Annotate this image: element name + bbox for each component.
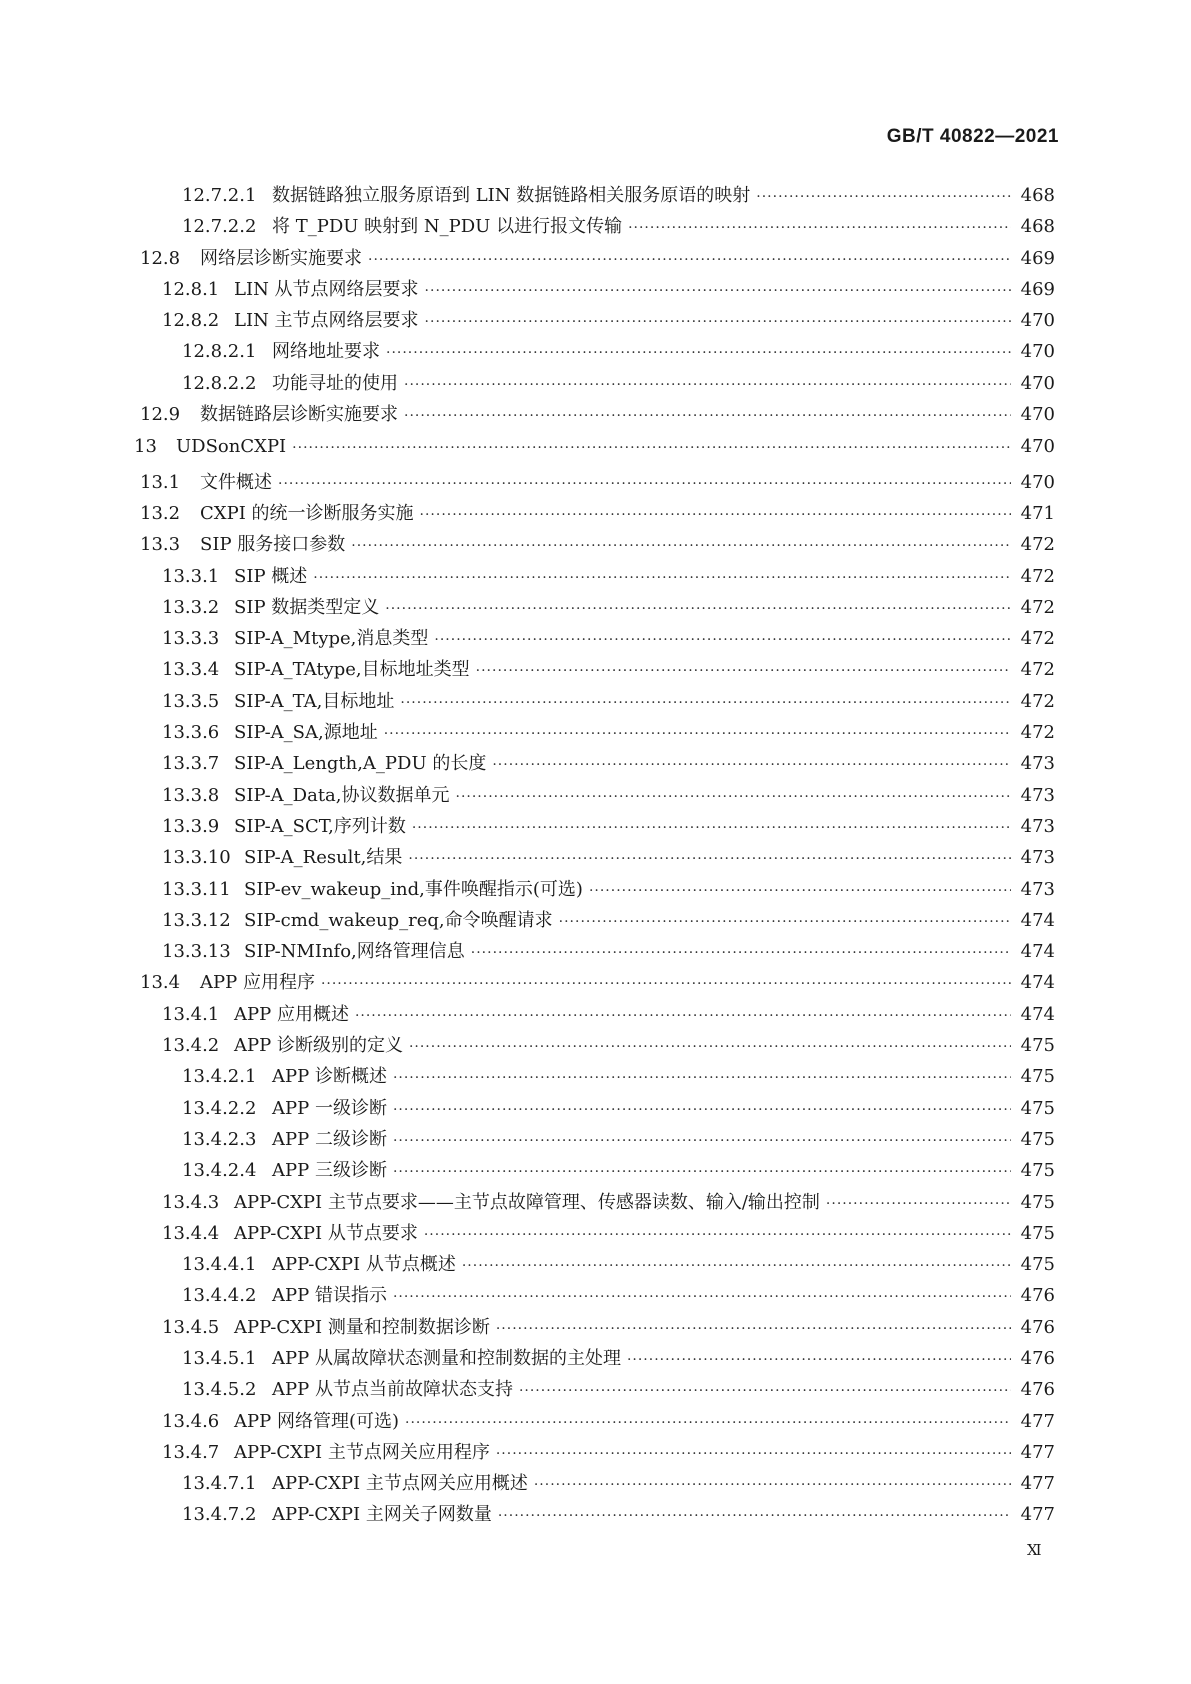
- toc-entry-number: 13.1: [140, 471, 181, 493]
- toc-entry-number: 13.4.7: [162, 1441, 220, 1463]
- table-of-contents: [134, 181, 1055, 1532]
- toc-entry-number: 13.4.7.1: [182, 1473, 257, 1495]
- toc-entry-number: 13.3.2: [162, 596, 220, 618]
- toc-entry-number: 13.4.2.3: [182, 1128, 257, 1150]
- toc-leader-dots: [408, 851, 1011, 867]
- toc-entry-page: 473: [1020, 878, 1055, 900]
- toc-entry-page: 470: [1020, 404, 1055, 426]
- toc-entry-page: 475: [1020, 1191, 1055, 1213]
- toc-entry-title: SIP 数据类型定义: [234, 596, 380, 618]
- toc-entry-page: 473: [1020, 753, 1055, 775]
- toc-entry-number: 13.4.4.2: [182, 1285, 257, 1307]
- toc-entry-number: 13.3.10: [162, 847, 231, 869]
- toc-entry-page: 470: [1020, 310, 1055, 332]
- toc-entry-number: 13.4.5.2: [182, 1379, 257, 1401]
- toc-entry-page: 471: [1020, 502, 1055, 524]
- toc-entry[interactable]: [140, 655, 1055, 686]
- toc-entry-number: 13.3.9: [162, 815, 220, 837]
- toc-entry[interactable]: [140, 781, 1055, 812]
- toc-entry-number: 13.3.11: [162, 878, 231, 900]
- toc-entry-number: 13.3.3: [162, 628, 220, 650]
- toc-entry-number: 13.4.4.1: [182, 1254, 257, 1276]
- toc-entry[interactable]: [140, 181, 1055, 212]
- toc-leader-dots: [559, 914, 1011, 930]
- toc-entry-title: APP 错误指示: [272, 1285, 387, 1307]
- toc-entry-number: 13.4.4: [162, 1222, 220, 1244]
- toc-entry-title: 文件概述: [200, 471, 272, 493]
- toc-entry-number: 13.4.2.4: [182, 1160, 257, 1182]
- toc-leader-dots: [471, 945, 1011, 961]
- toc-entry[interactable]: [140, 1188, 1055, 1219]
- toc-entry-title: APP-CXPI 主节点网关应用概述: [272, 1473, 528, 1495]
- toc-leader-dots: [425, 283, 1011, 299]
- toc-entry-number: 13.3.6: [162, 722, 220, 744]
- toc-entry-number: 13.4.2: [162, 1035, 220, 1057]
- toc-entry-page: 473: [1020, 815, 1055, 837]
- toc-leader-dots: [404, 377, 1011, 393]
- toc-entry-title: SIP 服务接口参数: [200, 534, 346, 556]
- toc-entry[interactable]: [140, 1000, 1055, 1031]
- toc-entry-page: 469: [1020, 278, 1055, 300]
- toc-entry[interactable]: [140, 1344, 1055, 1375]
- toc-entry[interactable]: [134, 436, 1055, 467]
- toc-entry-number: 13.4.2.1: [182, 1066, 257, 1088]
- toc-entry-title: APP 三级诊断: [272, 1160, 387, 1182]
- toc-entry[interactable]: [140, 968, 1055, 999]
- toc-leader-dots: [434, 632, 1011, 648]
- toc-entry-title: 网络地址要求: [272, 341, 380, 363]
- toc-entry-page: 476: [1020, 1285, 1055, 1307]
- toc-entry-page: 477: [1020, 1410, 1055, 1432]
- toc-entry-title: LIN 主节点网络层要求: [234, 310, 419, 332]
- toc-entry[interactable]: [140, 624, 1055, 655]
- toc-entry-page: 472: [1020, 659, 1055, 681]
- toc-entry-title: APP 从节点当前故障状态支持: [272, 1379, 513, 1401]
- toc-leader-dots: [496, 1446, 1011, 1462]
- toc-leader-dots: [404, 408, 1011, 424]
- toc-leader-dots: [476, 663, 1011, 679]
- toc-entry-title: APP-CXPI 主网关子网数量: [272, 1504, 492, 1526]
- toc-entry-number: 13: [134, 436, 157, 458]
- toc-leader-dots: [385, 601, 1011, 617]
- toc-entry-number: 13.3: [140, 534, 181, 556]
- toc-entry-title: APP-CXPI 从节点概述: [272, 1254, 456, 1276]
- toc-entry-page: 475: [1020, 1097, 1055, 1119]
- toc-entry-title: APP 诊断概述: [272, 1066, 387, 1088]
- toc-entry[interactable]: [140, 1281, 1055, 1312]
- toc-entry-number: 12.8.2.1: [182, 341, 257, 363]
- toc-leader-dots: [628, 220, 1011, 236]
- toc-leader-dots: [393, 1102, 1011, 1118]
- toc-entry[interactable]: [140, 562, 1055, 593]
- toc-entry-title: 数据链路独立服务原语到 LIN 数据链路相关服务原语的映射: [272, 185, 751, 206]
- toc-entry-page: 473: [1020, 784, 1055, 806]
- toc-entry[interactable]: [140, 244, 1055, 275]
- toc-entry[interactable]: [140, 337, 1055, 368]
- toc-entry[interactable]: [140, 1407, 1055, 1438]
- toc-entry[interactable]: [140, 1250, 1055, 1281]
- standard-number: GB/T 40822—2021: [886, 126, 1059, 147]
- toc-entry-title: LIN 从节点网络层要求: [234, 278, 419, 300]
- toc-entry-title: SIP-ev_wakeup_ind,事件唤醒指示(可选): [244, 878, 583, 900]
- toc-entry-title: SIP-A_Mtype,消息类型: [234, 628, 429, 650]
- toc-entry-number: 13.3.4: [162, 659, 220, 681]
- toc-entry-title: 数据链路层诊断实施要求: [200, 404, 398, 426]
- toc-entry[interactable]: [140, 212, 1055, 243]
- toc-entry-page: 472: [1020, 565, 1055, 587]
- toc-leader-dots: [393, 1164, 1011, 1180]
- toc-entry-page: 476: [1020, 1379, 1055, 1401]
- toc-leader-dots: [589, 883, 1011, 899]
- toc-entry[interactable]: [140, 812, 1055, 843]
- toc-entry[interactable]: [140, 1156, 1055, 1187]
- toc-leader-dots: [756, 189, 1011, 205]
- toc-entry[interactable]: [140, 1062, 1055, 1093]
- toc-entry-title: SIP-A_Length,A_PDU 的长度: [234, 753, 487, 775]
- toc-entry[interactable]: [140, 400, 1055, 431]
- toc-entry-title: APP 诊断级别的定义: [234, 1035, 403, 1057]
- toc-entry-title: APP 网络管理(可选): [234, 1410, 399, 1432]
- toc-entry[interactable]: [140, 687, 1055, 718]
- toc-entry[interactable]: [140, 369, 1055, 400]
- toc-leader-dots: [412, 820, 1011, 836]
- toc-entry-page: 474: [1020, 972, 1055, 994]
- toc-entry-page: 476: [1020, 1347, 1055, 1369]
- toc-entry-number: 13.4.5.1: [182, 1347, 257, 1369]
- toc-leader-dots: [420, 507, 1011, 523]
- toc-entry-page: 472: [1020, 534, 1055, 556]
- toc-entry-number: 13.4.5: [162, 1316, 220, 1338]
- toc-entry-title: SIP-NMInfo,网络管理信息: [244, 941, 465, 963]
- toc-leader-dots: [400, 695, 1011, 711]
- toc-entry-number: 12.8.2.2: [182, 372, 257, 394]
- toc-entry-page: 475: [1020, 1254, 1055, 1276]
- toc-leader-dots: [498, 1508, 1011, 1524]
- toc-entry[interactable]: [140, 1094, 1055, 1125]
- toc-leader-dots: [393, 1289, 1011, 1305]
- toc-entry-title: APP-CXPI 主节点要求——主节点故障管理、传感器读数、输入/输出控制: [234, 1191, 820, 1213]
- toc-entry[interactable]: [140, 468, 1055, 499]
- toc-entry[interactable]: [140, 937, 1055, 968]
- toc-entry-number: 13.4.6: [162, 1410, 220, 1432]
- toc-entry-title: SIP-A_SCT,序列计数: [234, 815, 406, 837]
- toc-entry-title: APP 二级诊断: [272, 1128, 387, 1150]
- toc-entry-page: 477: [1020, 1504, 1055, 1526]
- toc-leader-dots: [496, 1321, 1011, 1337]
- toc-entry-title: SIP-A_Data,协议数据单元: [234, 784, 450, 806]
- toc-entry-page: 470: [1020, 436, 1055, 458]
- toc-entry-page: 468: [1020, 216, 1055, 238]
- toc-entry-number: 12.9: [140, 404, 181, 426]
- toc-entry-page: 468: [1020, 185, 1055, 206]
- toc-leader-dots: [409, 1039, 1011, 1055]
- toc-entry[interactable]: [140, 875, 1055, 906]
- toc-leader-dots: [534, 1477, 1011, 1493]
- toc-entry-page: 474: [1020, 1003, 1055, 1025]
- toc-entry-title: SIP-A_TAtype,目标地址类型: [234, 659, 470, 681]
- toc-entry-title: SIP-A_SA,源地址: [234, 722, 378, 744]
- toc-entry[interactable]: [140, 1219, 1055, 1250]
- toc-entry-number: 12.8.2: [162, 310, 220, 332]
- toc-leader-dots: [313, 570, 1011, 586]
- toc-entry[interactable]: [140, 593, 1055, 624]
- toc-entry-page: 472: [1020, 596, 1055, 618]
- toc-entry-page: 472: [1020, 628, 1055, 650]
- toc-leader-dots: [425, 314, 1011, 330]
- toc-entry[interactable]: [140, 530, 1055, 561]
- toc-entry[interactable]: [140, 749, 1055, 780]
- toc-entry-page: 476: [1020, 1316, 1055, 1338]
- toc-entry-number: 13.3.8: [162, 784, 220, 806]
- toc-entry-page: 475: [1020, 1035, 1055, 1057]
- toc-entry-page: 477: [1020, 1473, 1055, 1495]
- toc-leader-dots: [368, 252, 1011, 268]
- toc-entry-number: 12.8.1: [162, 278, 220, 300]
- toc-entry[interactable]: [140, 275, 1055, 306]
- toc-leader-dots: [386, 345, 1011, 361]
- toc-entry-page: 474: [1020, 941, 1055, 963]
- toc-leader-dots: [826, 1196, 1011, 1212]
- toc-entry-number: 12.7.2.1: [182, 185, 257, 206]
- toc-entry-number: 13.3.7: [162, 753, 220, 775]
- toc-entry[interactable]: [140, 1500, 1055, 1531]
- toc-entry-title: SIP 概述: [234, 565, 308, 587]
- toc-entry-number: 13.3.1: [162, 565, 220, 587]
- toc-entry-title: 将 T_PDU 映射到 N_PDU 以进行报文传输: [272, 216, 623, 238]
- toc-entry-title: UDSonCXPI: [176, 436, 287, 458]
- toc-entry-page: 470: [1020, 341, 1055, 363]
- toc-leader-dots: [393, 1070, 1011, 1086]
- toc-entry-page: 472: [1020, 690, 1055, 712]
- toc-entry[interactable]: [140, 306, 1055, 337]
- toc-leader-dots: [393, 1133, 1011, 1149]
- toc-entry-page: 475: [1020, 1128, 1055, 1150]
- toc-entry-number: 13.3.12: [162, 909, 231, 931]
- toc-leader-dots: [351, 538, 1011, 554]
- toc-entry-number: 13.4.7.2: [182, 1504, 257, 1526]
- toc-leader-dots: [424, 1227, 1011, 1243]
- toc-entry[interactable]: [140, 906, 1055, 937]
- toc-entry-number: 13.3.13: [162, 941, 231, 963]
- toc-leader-dots: [321, 976, 1011, 992]
- toc-entry-title: 功能寻址的使用: [272, 372, 398, 394]
- toc-entry-title: APP 应用程序: [200, 972, 315, 994]
- toc-entry-title: SIP-A_TA,目标地址: [234, 690, 395, 712]
- toc-entry[interactable]: [140, 1438, 1055, 1469]
- toc-entry-page: 469: [1020, 247, 1055, 269]
- toc-entry-number: 13.2: [140, 502, 181, 524]
- toc-leader-dots: [384, 726, 1011, 742]
- toc-entry-number: 13.4.1: [162, 1003, 220, 1025]
- toc-leader-dots: [278, 476, 1011, 492]
- toc-entry-number: 12.8: [140, 247, 181, 269]
- toc-entry-title: CXPI 的统一诊断服务实施: [200, 502, 414, 524]
- toc-entry[interactable]: [140, 1125, 1055, 1156]
- toc-entry-title: SIP-A_Result,结果: [244, 847, 403, 869]
- toc-entry-title: APP-CXPI 测量和控制数据诊断: [234, 1316, 490, 1338]
- toc-entry-title: APP 一级诊断: [272, 1097, 387, 1119]
- toc-entry-title: SIP-cmd_wakeup_req,命令唤醒请求: [244, 909, 553, 931]
- toc-entry-title: 网络层诊断实施要求: [200, 247, 362, 269]
- toc-entry[interactable]: [140, 1031, 1055, 1062]
- toc-entry-number: 13.4.3: [162, 1191, 220, 1213]
- toc-entry[interactable]: [140, 499, 1055, 530]
- toc-entry[interactable]: [140, 718, 1055, 749]
- page-folio: Ⅺ: [1027, 1541, 1042, 1559]
- toc-entry-number: 13.4.2.2: [182, 1097, 257, 1119]
- toc-entry-title: APP 应用概述: [234, 1003, 349, 1025]
- toc-entry-page: 474: [1020, 909, 1055, 931]
- toc-leader-dots: [462, 1258, 1011, 1274]
- toc-entry[interactable]: [140, 1469, 1055, 1500]
- toc-entry-title: APP-CXPI 从节点要求: [234, 1222, 418, 1244]
- toc-entry-page: 477: [1020, 1441, 1055, 1463]
- toc-entry-number: 13.3.5: [162, 690, 220, 712]
- toc-entry[interactable]: [140, 843, 1055, 874]
- toc-entry-page: 475: [1020, 1160, 1055, 1182]
- toc-entry-page: 473: [1020, 847, 1055, 869]
- toc-leader-dots: [405, 1415, 1011, 1431]
- toc-entry[interactable]: [140, 1375, 1055, 1406]
- toc-entry-number: 13.4: [140, 972, 181, 994]
- toc-leader-dots: [627, 1352, 1011, 1368]
- toc-entry-page: 475: [1020, 1222, 1055, 1244]
- toc-leader-dots: [456, 789, 1012, 805]
- toc-entry-page: 470: [1020, 471, 1055, 493]
- toc-entry-title: APP 从属故障状态测量和控制数据的主处理: [272, 1347, 621, 1369]
- toc-entry[interactable]: [140, 1313, 1055, 1344]
- toc-entry-number: 12.7.2.2: [182, 216, 257, 238]
- toc-entry-page: 470: [1020, 372, 1055, 394]
- toc-entry-title: APP-CXPI 主节点网关应用程序: [234, 1441, 490, 1463]
- toc-leader-dots: [492, 757, 1011, 773]
- toc-entry-page: 475: [1020, 1066, 1055, 1088]
- toc-entry-page: 472: [1020, 722, 1055, 744]
- toc-leader-dots: [519, 1383, 1011, 1399]
- toc-leader-dots: [292, 440, 1011, 456]
- toc-leader-dots: [355, 1008, 1011, 1024]
